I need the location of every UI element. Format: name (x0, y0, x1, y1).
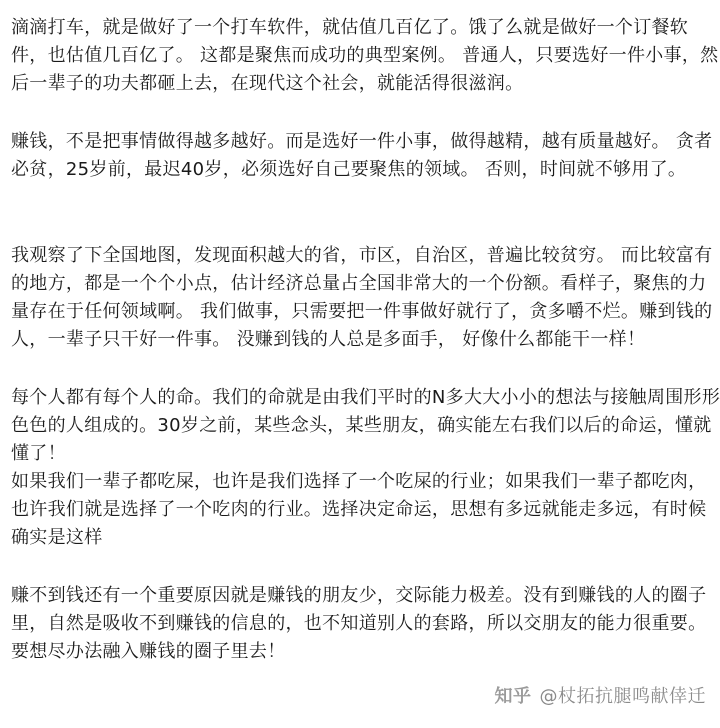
text-line: 必贫，25岁前，最迟40岁，必须选好自己要聚焦的领域。 否则，时间就不够用了。 (11, 159, 687, 180)
article-body (11, 14, 720, 666)
paragraph-2 (11, 128, 711, 184)
text-line: 如果我们一辈子都吃屎，也许是我们选择了一个吃屎的行业；如果我们一辈子都吃肉， (11, 471, 707, 492)
text-line: 确实是这样 (11, 527, 103, 548)
text-line: 色色的人组成的。30岁之前，某些念头，某些朋友，确实能左右我们以后的命运，懂就 (11, 415, 712, 436)
text-line: 赚钱，不是把事情做得越多越好。而是选好一件小事，做得越精，越有质量越好。 贪者 (11, 131, 713, 152)
text-line: 我观察了下全国地图，发现面积越大的省，市区，自治区，普遍比较贫穷。 而比较富有 (11, 245, 713, 266)
text-line: 量存在于任何领域啊。 我们做事，只需要把一件事做好就行了，贪多嚼不烂。赚到钱的 (11, 301, 713, 322)
paragraph-spacer (11, 354, 711, 384)
text-line: 要想尽办法融入赚钱的圈子里去！ (11, 641, 286, 662)
paragraph-spacer (11, 184, 711, 242)
text-line: 也许我们就是选择了一个吃肉的行业。选择决定命运，思想有多远就能走多远，有时候 (11, 499, 707, 520)
zhihu-watermark (495, 682, 707, 708)
paragraph-3 (11, 242, 711, 354)
watermark-author: @杖拓抗腿鸣献倖迁 (539, 686, 706, 707)
text-line: 后一辈子的功夫都砸上去，在现代这个社会，就能活得很滋润。 (11, 73, 524, 94)
text-line: 滴滴打车，就是做好了一个打车软件，就估值几百亿了。饿了么就是做好一个订餐软 (11, 17, 689, 38)
paragraph-spacer (11, 552, 711, 582)
paragraph-4 (11, 384, 720, 552)
paragraph-1 (11, 14, 719, 98)
text-line: 件，也估值几百亿了。 这都是聚焦而成功的典型案例。 普通人，只要选好一件小事，然 (11, 45, 719, 66)
text-line: 赚不到钱还有一个重要原因就是赚钱的朋友少，交际能力极差。没有到赚钱的人的圈子 (11, 585, 707, 606)
text-line: 里，自然是吸收不到赚钱的信息的，也不知道别人的套路，所以交朋友的能力很重要。 (11, 613, 707, 634)
paragraph-spacer (11, 98, 711, 128)
paragraph-5 (11, 582, 711, 666)
text-line: 每个人都有每个人的命。我们的命就是由我们平时的N多大大小小的想法与接触周围形形 (11, 387, 720, 408)
text-line: 懂了！ (11, 443, 66, 464)
zhihu-logo: 知乎 (494, 686, 532, 707)
text-line: 的地方，都是一个个小点，估计经济总量占全国非常大的一个份额。看样子，聚焦的力 (11, 273, 707, 294)
text-line: 人，一辈子只干好一件事。 没赚到钱的人总是多面手， 好像什么都能干一样！ (11, 329, 646, 350)
